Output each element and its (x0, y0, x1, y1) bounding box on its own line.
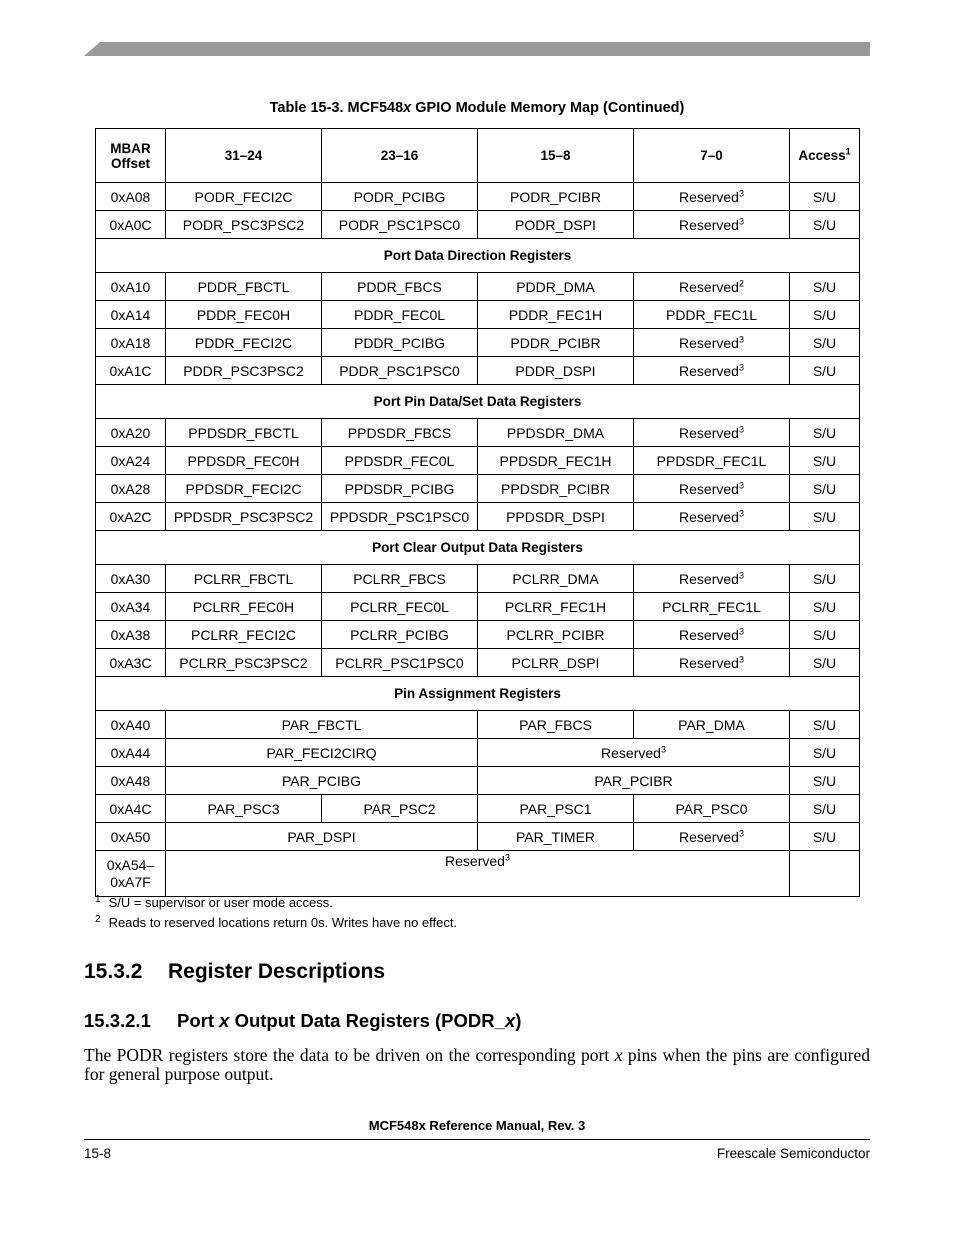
table-cell: S/U (790, 503, 860, 531)
table-cell: PAR_FBCS (478, 711, 634, 739)
table-row (96, 711, 860, 739)
table-cell: 0xA48 (96, 767, 166, 795)
table-cell: PDDR_FBCS (322, 273, 478, 301)
table-cell: S/U (790, 795, 860, 823)
table-caption: Table 15-3. MCF548x GPIO Module Memory Map (Continued) (269, 100, 685, 116)
section-heading: Port Pin Data/Set Data Registers (96, 385, 860, 419)
table-row (96, 739, 860, 767)
table-cell: PCLRR_FBCS (322, 565, 478, 593)
table-cell: PPDSDR_FEC1H (478, 447, 634, 475)
table-cell: Reserved$^2$ (634, 273, 790, 301)
table-row (96, 419, 860, 447)
table-cell: 0xA28 (96, 475, 166, 503)
page-number: 15-8 (84, 1146, 112, 1161)
header-31-24: 31–24 (166, 129, 322, 183)
section-row (96, 239, 860, 273)
table-cell: PAR_PSC1 (478, 795, 634, 823)
header-offset: MBAR Offset (96, 129, 166, 183)
table-cell: Reserved$^3$ (634, 329, 790, 357)
table-cell: Reserved$^3$ (634, 357, 790, 385)
section-heading: Port Clear Output Data Registers (96, 531, 860, 565)
table-cell: PPDSDR_PSC3PSC2 (166, 503, 322, 531)
table-cell: PPDSDR_FEC1L (634, 447, 790, 475)
memory-map-table (95, 128, 860, 897)
table-cell: Reserved$^3$ (634, 823, 790, 851)
table-cell: Reserved$^3$ (634, 621, 790, 649)
table-row (96, 273, 860, 301)
table-row (96, 851, 860, 897)
table-cell: PODR_PSC1PSC0 (322, 211, 478, 239)
table-cell: PDDR_FEC0H (166, 301, 322, 329)
table-cell: 0xA38 (96, 621, 166, 649)
table-cell: Reserved$^3$ (634, 183, 790, 211)
table-cell: PAR_PSC0 (634, 795, 790, 823)
table-cell: Reserved$^3$ (634, 565, 790, 593)
table-row (96, 329, 860, 357)
table-cell: PPDSDR_PSC1PSC0 (322, 503, 478, 531)
header-access: Access$^1$ (790, 129, 860, 183)
table-cell: S/U (790, 419, 860, 447)
table-cell: PAR_FECI2CIRQ (166, 739, 478, 767)
table-cell: S/U (790, 301, 860, 329)
footnote: $^1$ S/U = supervisor or user mode access. (95, 893, 333, 910)
table-cell: PDDR_FBCTL (166, 273, 322, 301)
table-cell: PAR_PCIBG (166, 767, 478, 795)
section-heading: Pin Assignment Registers (96, 677, 860, 711)
table-cell: PCLRR_FEC0L (322, 593, 478, 621)
table-cell: PODR_PSC3PSC2 (166, 211, 322, 239)
table-cell: S/U (790, 621, 860, 649)
table-cell: S/U (790, 273, 860, 301)
table-cell: 0xA40 (96, 711, 166, 739)
table-cell: 0xA10 (96, 273, 166, 301)
table-cell: PCLRR_PCIBR (478, 621, 634, 649)
table-cell: 0xA44 (96, 739, 166, 767)
table-cell: S/U (790, 711, 860, 739)
header-15-8: 15–8 (478, 129, 634, 183)
table-cell: PPDSDR_FECI2C (166, 475, 322, 503)
table-row (96, 823, 860, 851)
table-row (96, 767, 860, 795)
table-cell: 0xA0C (96, 211, 166, 239)
table-cell: PDDR_DMA (478, 273, 634, 301)
table-cell: 0xA18 (96, 329, 166, 357)
table-cell: PPDSDR_DSPI (478, 503, 634, 531)
table-cell: PODR_PCIBG (322, 183, 478, 211)
table-row (96, 795, 860, 823)
footer-divider (84, 1139, 870, 1140)
table-cell: S/U (790, 447, 860, 475)
table-cell: S/U (790, 593, 860, 621)
table-cell: PPDSDR_PCIBG (322, 475, 478, 503)
table-cell: S/U (790, 211, 860, 239)
table-cell: 0xA50 (96, 823, 166, 851)
table-row (96, 593, 860, 621)
table-row (96, 447, 860, 475)
table-cell: PCLRR_FEC1H (478, 593, 634, 621)
table-cell: PAR_FBCTL (166, 711, 478, 739)
table-header-row (96, 129, 860, 183)
table-cell: Reserved$^3$ (478, 739, 790, 767)
footer-company: Freescale Semiconductor (716, 1146, 870, 1161)
table-cell: 0xA4C (96, 795, 166, 823)
table-cell (790, 851, 860, 897)
table-cell: PODR_PCIBR (478, 183, 634, 211)
table-cell: S/U (790, 183, 860, 211)
subsection-heading-podr: 15.3.2.1 Port x Output Data Registers (PODR_x) (84, 1010, 522, 1031)
table-cell: S/U (790, 739, 860, 767)
table-cell: 0xA24 (96, 447, 166, 475)
table-cell: PAR_PCIBR (478, 767, 790, 795)
table-row (96, 503, 860, 531)
table-cell: 0xA08 (96, 183, 166, 211)
table-cell: Reserved$^3$ (166, 851, 790, 897)
table-cell: 0xA54– 0xA7F (96, 851, 166, 897)
table-cell: PCLRR_FEC1L (634, 593, 790, 621)
table-cell: PCLRR_DMA (478, 565, 634, 593)
header-bar (84, 42, 870, 56)
section-row (96, 531, 860, 565)
footer-manual-title: MCF548x Reference Manual, Rev. 3 (368, 1118, 586, 1133)
table-cell: S/U (790, 357, 860, 385)
table-cell: Reserved$^3$ (634, 419, 790, 447)
table-cell: PDDR_FECI2C (166, 329, 322, 357)
table-cell: PDDR_PCIBR (478, 329, 634, 357)
table-cell: PPDSDR_FBCS (322, 419, 478, 447)
table-cell: PDDR_FEC1H (478, 301, 634, 329)
table-cell: 0xA1C (96, 357, 166, 385)
table-row (96, 621, 860, 649)
section-heading-register-descriptions: 15.3.2 Register Descriptions (84, 960, 386, 983)
section-row (96, 677, 860, 711)
table-row (96, 649, 860, 677)
table-cell: PDDR_FEC0L (322, 301, 478, 329)
table-row (96, 301, 860, 329)
table-row (96, 475, 860, 503)
table-cell: Reserved$^3$ (634, 503, 790, 531)
footnote: $^2$ Reads to reserved locations return 0s. Writes have no effect. (95, 913, 458, 930)
table-cell: S/U (790, 649, 860, 677)
table-cell: PDDR_DSPI (478, 357, 634, 385)
table-cell: PPDSDR_FEC0L (322, 447, 478, 475)
body-paragraph: The PODR registers store the data to be driven on the corresponding port x pins when the pins are configured for general purpose output. (84, 1045, 871, 1084)
table-cell: PAR_PSC3 (166, 795, 322, 823)
table-cell: PDDR_PSC3PSC2 (166, 357, 322, 385)
table-cell: PODR_FECI2C (166, 183, 322, 211)
table-cell: S/U (790, 767, 860, 795)
table-cell: 0xA2C (96, 503, 166, 531)
table-cell: PPDSDR_FEC0H (166, 447, 322, 475)
table-cell: PDDR_PSC1PSC0 (322, 357, 478, 385)
table-cell: 0xA3C (96, 649, 166, 677)
table-cell: 0xA34 (96, 593, 166, 621)
table-cell: PODR_DSPI (478, 211, 634, 239)
table-cell: S/U (790, 329, 860, 357)
table-row (96, 211, 860, 239)
table-cell: PCLRR_FEC0H (166, 593, 322, 621)
table-cell: Reserved$^3$ (634, 649, 790, 677)
table-cell: PAR_DSPI (166, 823, 478, 851)
table-cell: PDDR_PCIBG (322, 329, 478, 357)
table-cell: PCLRR_FBCTL (166, 565, 322, 593)
table-cell: PCLRR_PCIBG (322, 621, 478, 649)
table-cell: PPDSDR_FBCTL (166, 419, 322, 447)
table-cell: S/U (790, 565, 860, 593)
table-cell: PDDR_FEC1L (634, 301, 790, 329)
header-23-16: 23–16 (322, 129, 478, 183)
table-row (96, 357, 860, 385)
table-cell: PCLRR_DSPI (478, 649, 634, 677)
table-footnotes (95, 893, 457, 933)
table-row (96, 565, 860, 593)
section-heading: Port Data Direction Registers (96, 239, 860, 273)
table-row (96, 183, 860, 211)
table-cell: 0xA14 (96, 301, 166, 329)
table-cell: PAR_TIMER (478, 823, 634, 851)
table-cell: S/U (790, 475, 860, 503)
section-row (96, 385, 860, 419)
table-cell: PAR_PSC2 (322, 795, 478, 823)
table-cell: PCLRR_PSC3PSC2 (166, 649, 322, 677)
table-cell: Reserved$^3$ (634, 211, 790, 239)
header-7-0: 7–0 (634, 129, 790, 183)
table-cell: PPDSDR_DMA (478, 419, 634, 447)
table-cell: PCLRR_FECI2C (166, 621, 322, 649)
table-cell: PCLRR_PSC1PSC0 (322, 649, 478, 677)
table-cell: 0xA30 (96, 565, 166, 593)
table-cell: PPDSDR_PCIBR (478, 475, 634, 503)
table-cell: S/U (790, 823, 860, 851)
table-cell: PAR_DMA (634, 711, 790, 739)
table-cell: 0xA20 (96, 419, 166, 447)
table-cell: Reserved$^3$ (634, 475, 790, 503)
